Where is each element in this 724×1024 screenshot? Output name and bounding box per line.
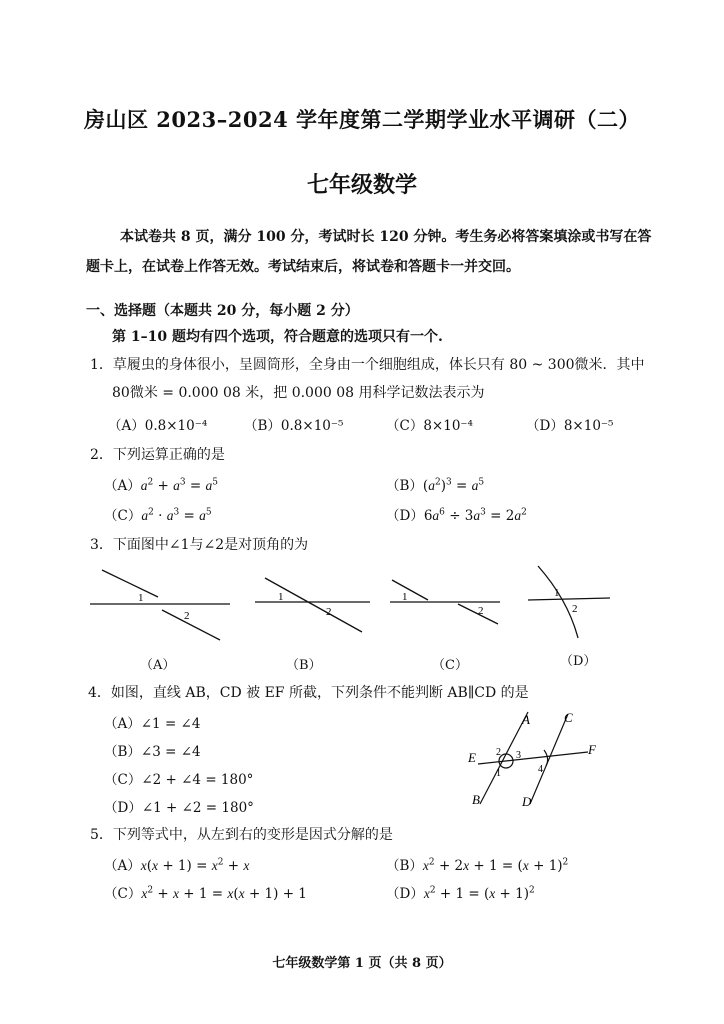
q2-option-c: $(C)a^2 \cdot a^3 = a^5$: [104, 507, 212, 524]
q3-b-angle2: 2: [326, 606, 332, 618]
intro-line-2: 题卡上，在试卷上作答无效。考试结束后，将试卷和答题卡一并交回。: [86, 259, 520, 275]
q4-option-d: （D）∠1 + ∠2 = 180°: [104, 800, 254, 816]
q3-b-angle1: 1: [278, 591, 284, 603]
q3-d-angle1: 1: [554, 587, 560, 599]
q4-option-a: （A）∠1 = ∠4: [104, 716, 201, 732]
q2-option-d: $(D)6a^6 \div 3a^3 = 2a^2$: [386, 507, 527, 524]
q2-stem: 2．下列运算正确的是: [90, 447, 225, 463]
q4-figure: [460, 700, 620, 812]
page-footer: 七年级数学第 1 页（共 8 页）: [272, 956, 452, 971]
q4-option-b: （B）∠3 = ∠4: [104, 744, 201, 760]
label-b: B: [472, 792, 480, 807]
section-heading: 一、选择题（本题共 20 分，每小题 2 分）: [86, 303, 359, 319]
label-angle-3: 3: [516, 750, 521, 761]
q3-figures: [80, 560, 620, 650]
q3-stem: 3．下面图中∠1与∠2是对顶角的为: [90, 537, 309, 553]
label-angle-2: 2: [496, 747, 501, 758]
line-ef: [478, 752, 588, 764]
q1-stem-line1: 1．草履虫的身体很小，呈圆筒形，全身由一个细胞组成，体长只有 80 ~ 300微米．其中: [90, 357, 645, 373]
label-d: D: [522, 794, 532, 809]
q5-option-d: $(D)x^2 + 1 = (x + 1)^2$: [386, 885, 535, 902]
exam-subject: 七年级数学: [306, 172, 417, 198]
label-f: F: [588, 742, 596, 757]
label-angle-4: 4: [538, 764, 543, 775]
q1-stem-line2: 80微米 = 0.000 08 米，把 0.000 08 用科学记数法表示为: [112, 385, 485, 401]
q1-option-c: （C）8×10⁻⁴: [386, 418, 473, 434]
label-c: C: [564, 710, 573, 725]
label-angle-1: 1: [496, 768, 501, 779]
q1-option-b: （B）0.8×10⁻⁵: [244, 418, 344, 434]
q5-option-a: $(A)x(x + 1) = x^2 + x$: [104, 857, 250, 874]
q3-a-angle1: 1: [138, 592, 144, 604]
label-a: A: [522, 712, 530, 727]
q3-caption-d: （D）: [560, 654, 597, 669]
q5-stem: 5．下列等式中，从左到右的变形是因式分解的是: [90, 827, 393, 843]
q3-c-angle2: 2: [478, 605, 484, 617]
angle-arc-4: [544, 750, 548, 766]
q3-figure-a: [90, 570, 230, 640]
q2-option-a: $(A)a^2 + a^3 = a^5$: [104, 477, 219, 494]
q3-figure-b: [255, 578, 370, 632]
q3-a-angle2: 2: [184, 610, 190, 622]
line-cd: [530, 714, 568, 804]
q4-option-c: （C）∠2 + ∠4 = 180°: [104, 772, 254, 788]
section-note: 第 1–10 题均有四个选项，符合题意的选项只有一个.: [112, 329, 443, 345]
q1-option-d: （D）8×10⁻⁵: [526, 418, 614, 434]
exam-title: 房山区 2023–2024 学年度第二学期学业水平调研（二）: [83, 107, 640, 132]
q3-c-angle1: 1: [402, 591, 408, 603]
q3-caption-a: （A）: [140, 658, 176, 673]
q1-option-a: （A）0.8×10⁻⁴: [108, 418, 208, 434]
intro-line-1: 本试卷共 8 页，满分 100 分，考试时长 120 分钟。考生务必将答案填涂或书写在答: [120, 229, 652, 245]
q3-caption-c: （C）: [432, 658, 468, 673]
q3-caption-b: （B）: [286, 658, 322, 673]
label-e: E: [468, 750, 476, 765]
q4-stem: 4．如图，直线 AB，CD 被 EF 所截，下列条件不能判断 AB∥CD 的是: [88, 685, 529, 701]
q5-option-c: $(C)x^2 + x + 1 = x(x + 1) + 1$: [104, 885, 307, 902]
q3-d-angle2: 2: [572, 603, 578, 615]
q5-option-b: $(B)x^2 + 2x + 1 = (x + 1)^2$: [386, 857, 569, 874]
q3-figure-d: [528, 566, 610, 638]
q2-option-b: $(B)(a^2)^3 = a^5$: [386, 477, 485, 494]
